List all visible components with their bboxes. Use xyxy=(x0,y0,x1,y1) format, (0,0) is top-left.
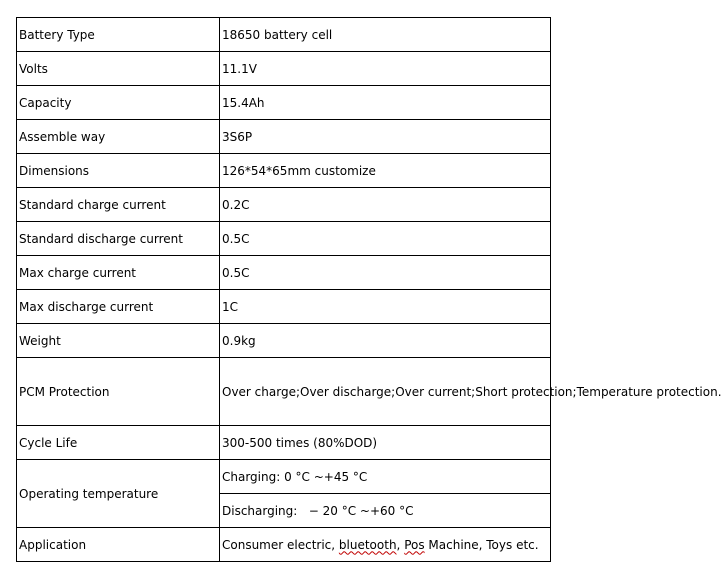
table-row xyxy=(17,154,551,188)
spec-value: 11.1V xyxy=(220,52,551,86)
spec-label: Standard charge current xyxy=(17,188,220,222)
table-row xyxy=(17,86,551,120)
value-suffix: Machine, Toys etc. xyxy=(424,537,539,552)
spec-value: 0.5C xyxy=(220,222,551,256)
spec-label: PCM Protection xyxy=(17,358,220,426)
spec-label: Volts xyxy=(17,52,220,86)
spec-value-charging: Charging: 0 °C ~+45 °C xyxy=(220,460,551,494)
table-row xyxy=(17,52,551,86)
spec-label: Dimensions xyxy=(17,154,220,188)
table-row xyxy=(17,222,551,256)
spec-label: Weight xyxy=(17,324,220,358)
spec-label: Assemble way xyxy=(17,120,220,154)
spec-label: Operating temperature xyxy=(17,460,220,528)
spellcheck-flagged-word: Pos xyxy=(404,537,425,552)
spec-label: Battery Type xyxy=(17,18,220,52)
spec-value: 126*54*65mm customize xyxy=(220,154,551,188)
table-row xyxy=(17,528,551,562)
table-row xyxy=(17,120,551,154)
spec-label: Max charge current xyxy=(17,256,220,290)
table-row xyxy=(17,460,551,494)
spec-value: 15.4Ah xyxy=(220,86,551,120)
spec-value: Over charge;Over discharge;Over current;Short protection;Temperature protection. xyxy=(220,358,551,426)
battery-spec-table xyxy=(16,17,722,562)
table-row xyxy=(17,426,551,460)
spec-value: 0.2C xyxy=(220,188,551,222)
spec-label: Standard discharge current xyxy=(17,222,220,256)
value-separator: , xyxy=(396,537,405,552)
table-row xyxy=(17,324,551,358)
value-prefix: Consumer electric, xyxy=(222,537,339,552)
table-row xyxy=(17,188,551,222)
spec-value: 1C xyxy=(220,290,551,324)
table-row xyxy=(17,18,551,52)
spec-value: 18650 battery cell xyxy=(220,18,551,52)
spec-label: Capacity xyxy=(17,86,220,120)
spec-value: 300-500 times (80%DOD) xyxy=(220,426,551,460)
spec-value: 0.9kg xyxy=(220,324,551,358)
table-row xyxy=(17,358,551,426)
table-row xyxy=(17,256,551,290)
spec-value xyxy=(220,528,551,562)
spec-value: 3S6P xyxy=(220,120,551,154)
spec-label: Application xyxy=(17,528,220,562)
table-row xyxy=(17,290,551,324)
spec-label: Max discharge current xyxy=(17,290,220,324)
spellcheck-flagged-word: bluetooth xyxy=(338,537,397,552)
spec-label: Cycle Life xyxy=(17,426,220,460)
spec-value: 0.5C xyxy=(220,256,551,290)
spec-value-discharging: Discharging: − 20 °C ~+60 °C xyxy=(220,494,551,528)
